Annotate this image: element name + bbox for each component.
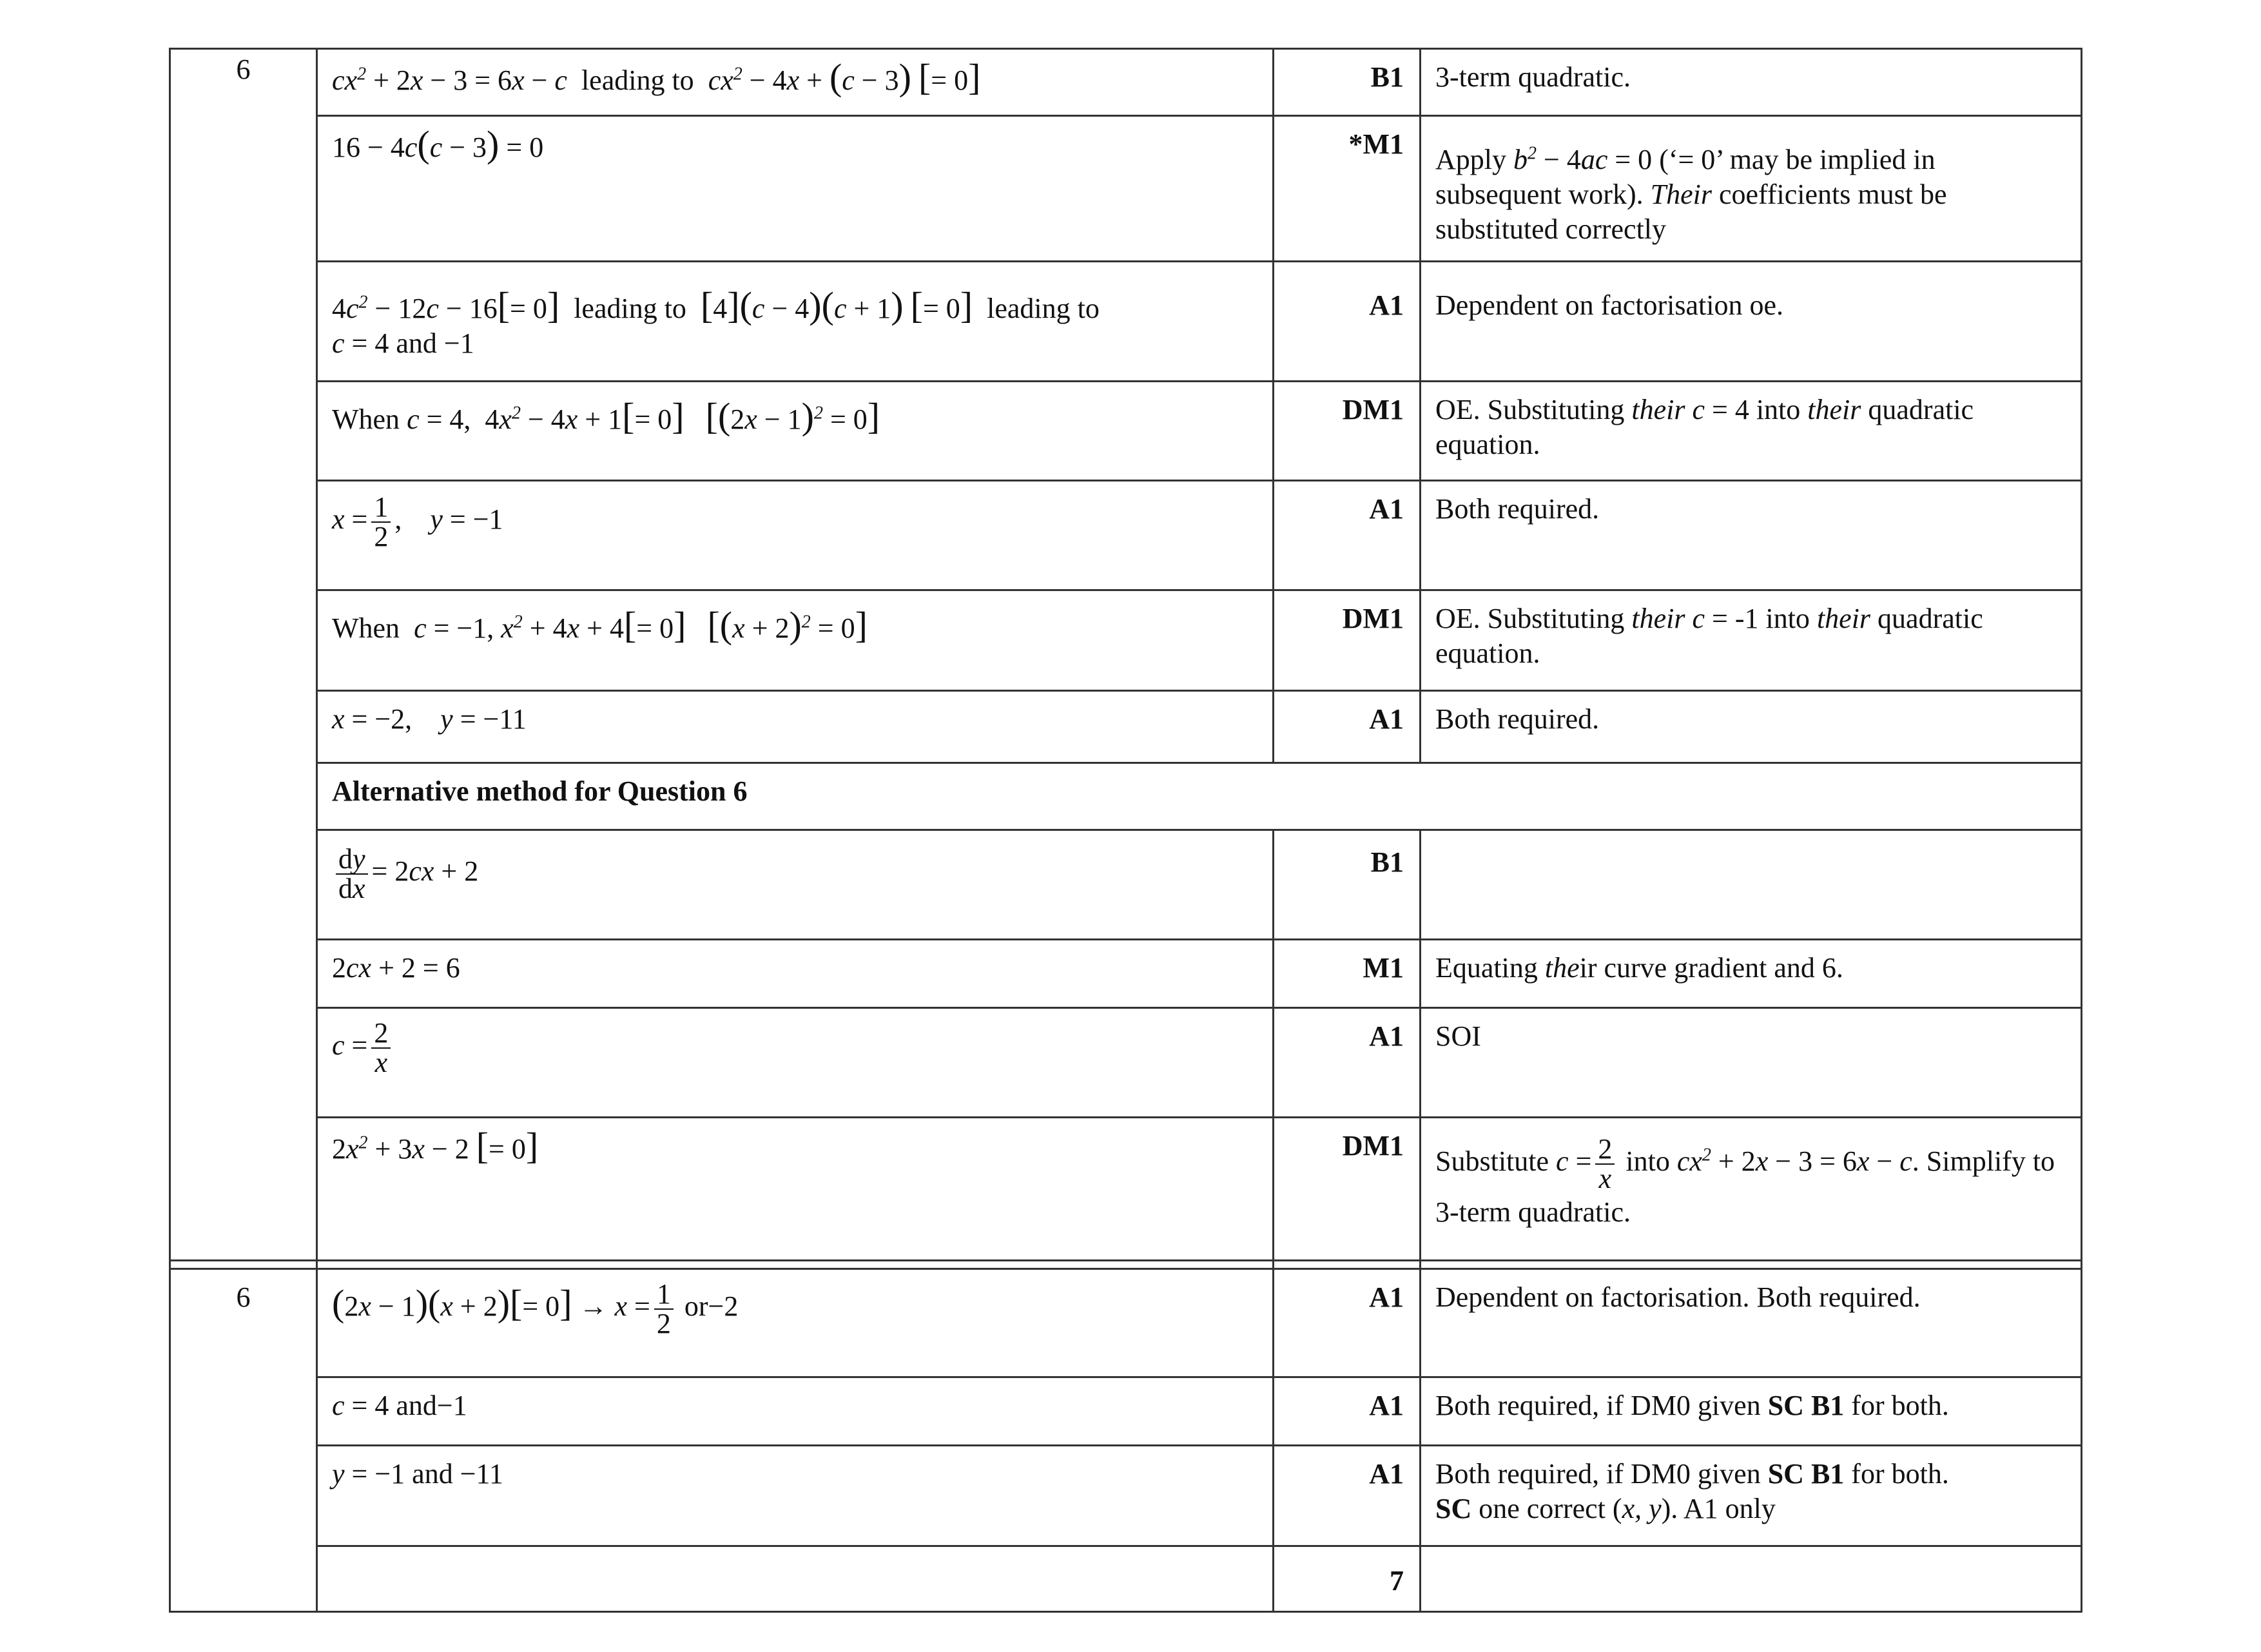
mark-cell: A1 [1274, 1269, 1421, 1377]
question-number-empty [170, 763, 317, 830]
guidance-cell [1421, 1546, 2082, 1612]
answer-cell: c = $\frac{2}{x}$ [317, 1008, 1274, 1118]
mark-cell: DM1 [1274, 590, 1421, 691]
mark-scheme-table [169, 48, 2082, 1613]
table-row [170, 1546, 2082, 1612]
mark-cell: A1 [1274, 1008, 1421, 1118]
table-row [170, 691, 2082, 763]
total-marks-cell: 7 [1274, 1546, 1421, 1612]
answer-cell: y = −1 and −11 [317, 1446, 1274, 1546]
answer-cell: c = 4 and−1 [317, 1377, 1274, 1446]
guidance-cell: 3-term quadratic. [1421, 49, 2082, 116]
table-row [170, 1008, 2082, 1118]
guidance-cell: Dependent on factorisation. Both required. [1421, 1269, 2082, 1377]
table-row [170, 1377, 2082, 1446]
mark-cell: DM1 [1274, 1118, 1421, 1261]
fraction: $\frac{2}{x}$ [1595, 1135, 1615, 1193]
table-row [170, 481, 2082, 590]
table-row [170, 830, 2082, 940]
answer-cell: $4c^2 - 12c - 16[= 0]$ leading to [4](c − 4)(c + 1) [= 0] leading to c = 4 and −1 [317, 262, 1274, 382]
fraction: $\frac{1}{2}$ [371, 493, 391, 551]
question-number-empty [170, 1118, 317, 1261]
answer-cell: When c = 4, $4x^2 - 4x + 1[= 0]$ $[(2x - 1)^2 = 0]$ [317, 382, 1274, 481]
table-row [170, 382, 2082, 481]
alternative-method-heading: Alternative method for Question 6 [317, 763, 2082, 830]
table-row [170, 116, 2082, 262]
mark-cell: B1 [1274, 830, 1421, 940]
mark-cell: *M1 [1274, 116, 1421, 262]
mark-cell: A1 [1274, 1377, 1421, 1446]
answer-cell: $cx^2 + 2x - 3 = 6x - c$ leading to $cx^2 - 4x + (c - 3)$ [= 0] [317, 49, 1274, 116]
guidance-cell: Both required, if DM0 given SC B1 for both. SC one correct (x, y). A1 only [1421, 1446, 2082, 1546]
mark-cell: A1 [1274, 481, 1421, 590]
guidance-cell: Equating their curve gradient and 6. [1421, 940, 2082, 1008]
mark-cell: A1 [1274, 691, 1421, 763]
guidance-cell: Both required. [1421, 691, 2082, 763]
guidance-cell: Both required. [1421, 481, 2082, 590]
question-number-empty [170, 940, 317, 1008]
answer-cell: $2x^2 + 3x - 2$ [= 0] [317, 1118, 1274, 1261]
question-number-empty [170, 1446, 317, 1546]
question-number-empty [170, 481, 317, 590]
question-number-empty [170, 691, 317, 763]
question-number-empty [170, 1008, 317, 1118]
leading-to-text: leading to [581, 64, 694, 96]
table-row [170, 49, 2082, 116]
answer-cell: 2cx + 2 = 6 [317, 940, 1274, 1008]
mark-cell: A1 [1274, 1446, 1421, 1546]
answer-cell: x = −2, y = −11 [317, 691, 1274, 763]
question-number-empty [170, 382, 317, 481]
guidance-cell: OE. Substituting their c = 4 into their quadratic equation. [1421, 382, 2082, 481]
question-number-empty [170, 116, 317, 262]
table-row [170, 1269, 2082, 1377]
table-row [170, 940, 2082, 1008]
question-number: 6 [170, 49, 317, 116]
answer-cell: 16 − 4c(c − 3) = 0 [317, 116, 1274, 262]
mark-cell: M1 [1274, 940, 1421, 1008]
answer-cell: (2x − 1)(x + 2)[= 0] → x = $\frac{1}{2}$ or−2 [317, 1269, 1274, 1377]
fraction: $\frac{2}{x}$ [371, 1019, 391, 1077]
guidance-cell: Dependent on factorisation oe. [1421, 262, 2082, 382]
guidance-cell: OE. Substituting their c = -1 into their quadratic equation. [1421, 590, 2082, 691]
answer-cell: x = $\frac{1}{2}$ , y = −1 [317, 481, 1274, 590]
table-row [170, 1446, 2082, 1546]
guidance-cell: Apply $b^2 - 4ac = 0$ (‘= 0’ may be implied in subsequent work). Their coefficients must be substituted correctly [1421, 116, 2082, 262]
fraction: $\frac{dy}{dx}$ [336, 845, 368, 903]
question-number-empty [170, 830, 317, 940]
section-divider [170, 1261, 2082, 1269]
guidance-cell [1421, 830, 2082, 940]
mark-cell: B1 [1274, 49, 1421, 116]
fraction: $\frac{1}{2}$ [654, 1280, 674, 1338]
mark-cell: A1 [1274, 262, 1421, 382]
table-row [170, 763, 2082, 830]
mark-cell: DM1 [1274, 382, 1421, 481]
guidance-cell: Both required, if DM0 given SC B1 for both. [1421, 1377, 2082, 1446]
question-number-empty [170, 262, 317, 382]
answer-cell: $\frac{dy}{dx}$ = 2cx + 2 [317, 830, 1274, 940]
guidance-cell: Substitute c = $\frac{2}{x}$ into $cx^2 + 2x - 3 = 6x - c$. Simplify to 3-term quadratic. [1421, 1118, 2082, 1261]
question-number: 6 [170, 1269, 317, 1377]
question-number-empty [170, 1377, 317, 1446]
guidance-cell: SOI [1421, 1008, 2082, 1118]
table-row [170, 1118, 2082, 1261]
table-row [170, 262, 2082, 382]
answer-cell: When c = −1, $x^2 + 4x + 4[= 0]$ $[(x + 2)^2 = 0]$ [317, 590, 1274, 691]
answer-cell-empty [317, 1546, 1274, 1612]
question-number-empty [170, 1546, 317, 1612]
mark-scheme-sheet [169, 48, 2081, 1613]
table-row [170, 590, 2082, 691]
question-number-empty [170, 590, 317, 691]
